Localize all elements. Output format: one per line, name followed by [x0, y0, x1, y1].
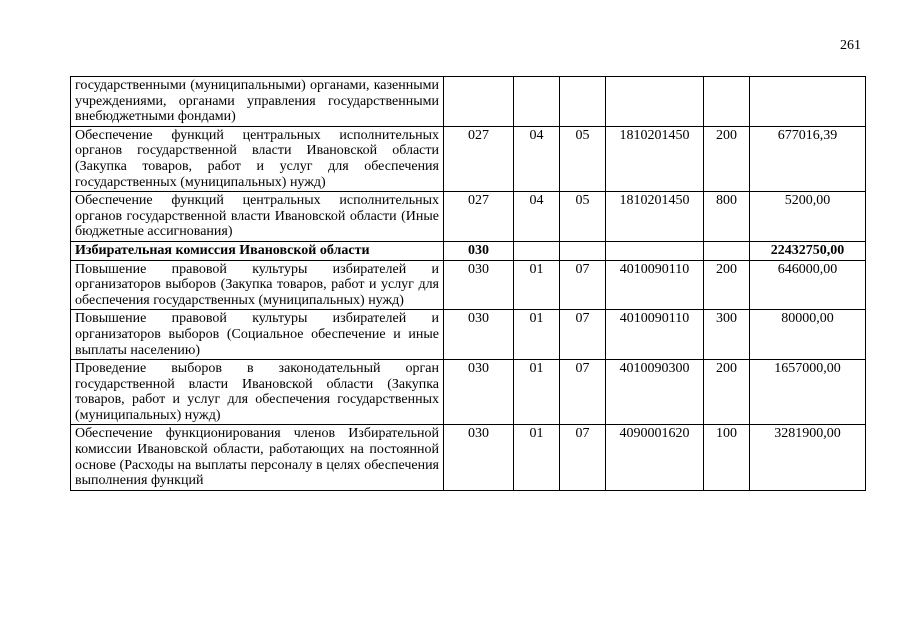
- row-section-code: 04: [514, 192, 560, 242]
- row-expense-type-code: [704, 241, 750, 260]
- table-row: [71, 260, 866, 310]
- row-target-article-code: 4010090110: [606, 260, 704, 310]
- row-subsection-code: 07: [560, 425, 606, 490]
- row-amount: 22432750,00: [750, 241, 866, 260]
- row-subsection-code: 07: [560, 260, 606, 310]
- row-amount: [750, 77, 866, 127]
- row-subsection-code: [560, 77, 606, 127]
- page-number: 261: [840, 38, 861, 53]
- row-subsection-code: 05: [560, 126, 606, 191]
- table-row: [71, 360, 866, 425]
- row-subsection-code: 07: [560, 360, 606, 425]
- table-row: [71, 77, 866, 127]
- row-expense-type-code: 200: [704, 260, 750, 310]
- row-ministry-code: 030: [444, 310, 514, 360]
- row-amount: 646000,00: [750, 260, 866, 310]
- row-expense-type-code: 800: [704, 192, 750, 242]
- row-expense-type-code: [704, 77, 750, 127]
- row-amount: 5200,00: [750, 192, 866, 242]
- table-row: [71, 310, 866, 360]
- row-expense-type-code: 200: [704, 360, 750, 425]
- row-description: Повышение правовой культуры избирателей и организаторов выборов (Социальное обеспечение и иные выплаты населению): [71, 310, 444, 360]
- row-ministry-code: 027: [444, 192, 514, 242]
- row-amount: 677016,39: [750, 126, 866, 191]
- row-section-code: 01: [514, 425, 560, 490]
- row-description: Обеспечение функций центральных исполнительных органов государственной власти Ивановской области (Иные бюджетные ассигнования): [71, 192, 444, 242]
- row-amount: 80000,00: [750, 310, 866, 360]
- row-subsection-code: 07: [560, 310, 606, 360]
- row-description: Избирательная комиссия Ивановской области: [71, 241, 444, 260]
- row-target-article-code: [606, 241, 704, 260]
- row-description: государственными (муниципальными) органами, казенными учреждениями, органами управления государственными внебюджетными фондами): [71, 77, 444, 127]
- row-section-code: [514, 77, 560, 127]
- row-ministry-code: 030: [444, 360, 514, 425]
- row-section-code: [514, 241, 560, 260]
- row-expense-type-code: 100: [704, 425, 750, 490]
- row-description: Повышение правовой культуры избирателей и организаторов выборов (Закупка товаров, работ и услуг для обеспечения государственных (муниципальных) нужд): [71, 260, 444, 310]
- row-amount: 1657000,00: [750, 360, 866, 425]
- row-section-code: 01: [514, 260, 560, 310]
- table-row-section-header: [71, 241, 866, 260]
- row-section-code: 01: [514, 360, 560, 425]
- table-row: [71, 425, 866, 490]
- row-subsection-code: [560, 241, 606, 260]
- table-row: [71, 126, 866, 191]
- row-ministry-code: 030: [444, 260, 514, 310]
- row-expense-type-code: 200: [704, 126, 750, 191]
- row-target-article-code: [606, 77, 704, 127]
- row-target-article-code: 1810201450: [606, 192, 704, 242]
- row-ministry-code: 030: [444, 425, 514, 490]
- row-target-article-code: 4010090110: [606, 310, 704, 360]
- row-amount: 3281900,00: [750, 425, 866, 490]
- row-description: Обеспечение функционирования членов Избирательной комиссии Ивановской области, работающих на постоянной основе (Расходы на выплаты персоналу в целях обеспечения выполнения функций: [71, 425, 444, 490]
- row-ministry-code: 030: [444, 241, 514, 260]
- row-expense-type-code: 300: [704, 310, 750, 360]
- row-section-code: 01: [514, 310, 560, 360]
- row-ministry-code: [444, 77, 514, 127]
- row-subsection-code: 05: [560, 192, 606, 242]
- row-target-article-code: 4090001620: [606, 425, 704, 490]
- row-ministry-code: 027: [444, 126, 514, 191]
- row-target-article-code: 1810201450: [606, 126, 704, 191]
- row-section-code: 04: [514, 126, 560, 191]
- row-description: Проведение выборов в законодательный орган государственной власти Ивановской области (Закупка товаров, работ и услуг для обеспечения государственных (муниципальных) нужд): [71, 360, 444, 425]
- budget-table: [70, 76, 866, 491]
- table-row: [71, 192, 866, 242]
- row-target-article-code: 4010090300: [606, 360, 704, 425]
- row-description: Обеспечение функций центральных исполнительных органов государственной власти Ивановской области (Закупка товаров, работ и услуг для обеспечения государственных (муниципальных) нужд): [71, 126, 444, 191]
